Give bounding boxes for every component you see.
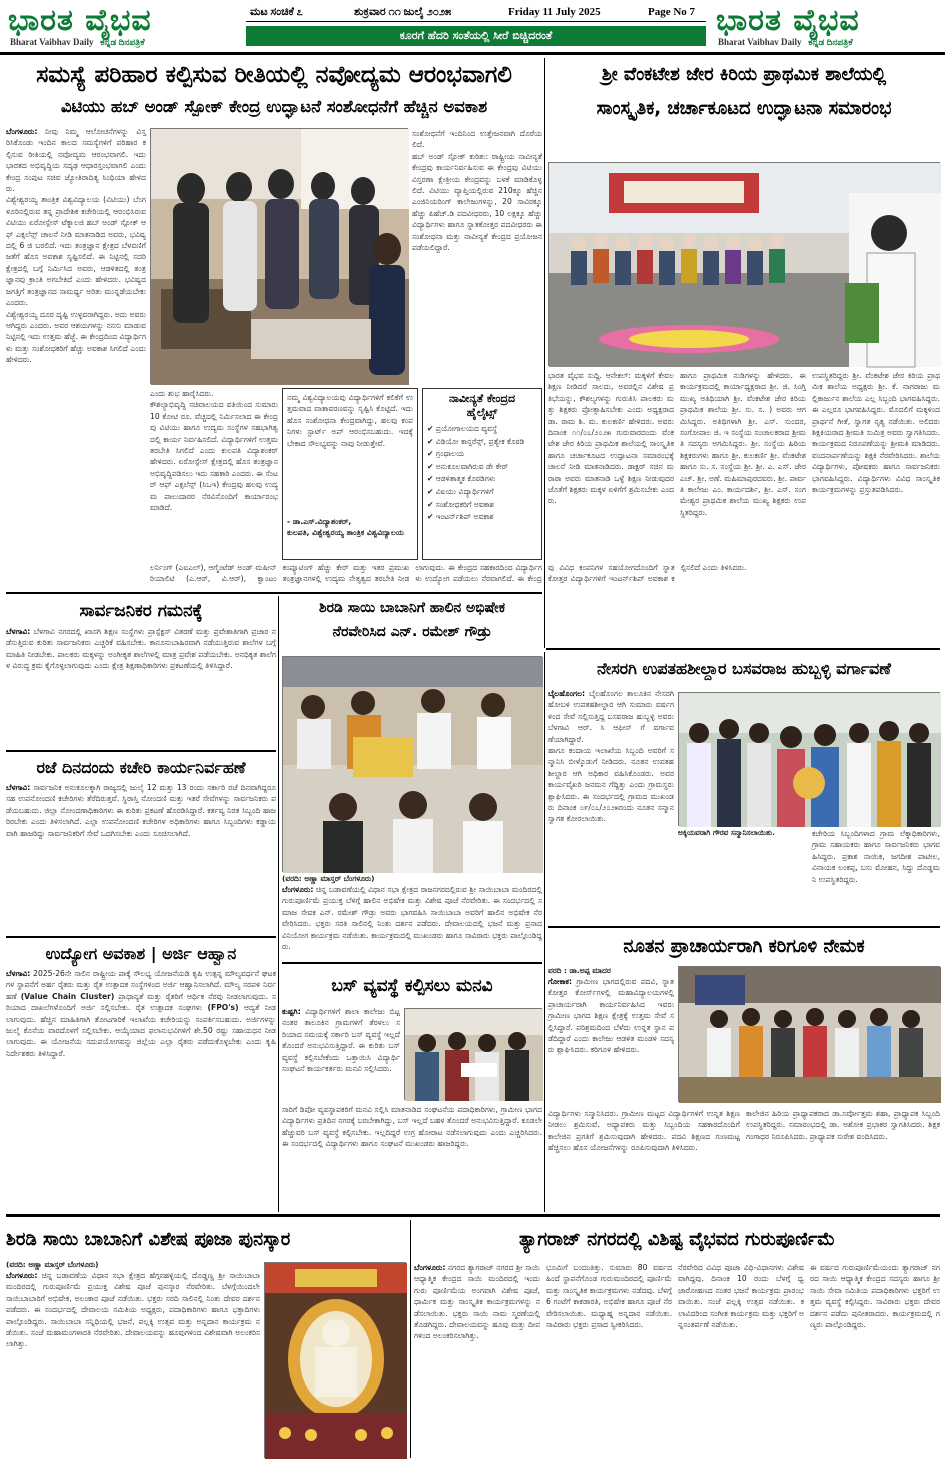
section-rule [6,592,542,594]
paragraph: ಹಾಗೂ ಕಂದಾಯ ಇಲಾಖೆಯ ಸಿಬ್ಬಂದಿ ಅವರಿಗೆ ಸನ್ಮಾನಿಸಿ ಬೀಳ್ಕೊಡುಗೆ ನೀಡಿದರು. ನೂತನ ಉಪತಹಶೀಲ್ದಾರ ಆಗಿ ಅಧಿಕಾರ ವಹಿಸಿಕೊಂಡರು. ಅವರ ಕಾರ್ಯವೈಖರಿ ಜನಮನ ಗೆದ್ದಿತ್ತು ಎಂದು ಗ್ರಾಮಸ್ಥರು ಶ್ಲಾಘಿಸಿದರು. ಈ ಸಂದರ್ಭದಲ್ಲಿ ಗ್ರಾಮದ ಮುಖಂಡರು ದಿನಾಂಕ ೦೯/೦೭/೨೦೨೫ರಂದು ನೂತನ ಸನ್ಮಾನ ಸ್ವಾಗತ ಕೋರಲಾಯಿತು. [548,746,674,824]
dateline: ಬೆಳಗಾವಿ: [6,627,31,636]
quote-author-title: ಕುಲಪತಿ, ವಿಶ್ವೇಶ್ವರಯ್ಯ ತಾಂತ್ರಿಕ ವಿಶ್ವವಿದ್ಯಾಲಯ [287,528,404,538]
story-column-4 [810,1262,940,1458]
photo-bus-memorandum [404,1008,542,1100]
felicitation-photo-illustration [679,693,941,827]
paragraph: ವಿಶ್ವೇಶ್ವರಯ್ಯ ದೂರ ದೃಷ್ಟಿ ಉಳ್ಳವರಾಗಿದ್ದರು. ಅದು ಅವರು ಆಗಿದ್ದರು ಎಂದರು. ಅವರ ಆಶಯಗಳನ್ನು ನನಸು ಮಾಡುವ ನಿಟ್ಟಿನಲ್ಲಿ ಇದು ಉತ್ತಮ ಹೆಜ್ಜೆ. ಈ ಕೇಂದ್ರದಿಂದ ವಿದ್ಯಾರ್ಥಿಗಳು ಮತ್ತು ಸಂಶೋಧಕರಿಗೆ ಹೆಚ್ಚು ಅವಕಾಶ ಸಿಗಲಿದೆ ಎಂದು ಹೇಳಿದರು. [6,309,147,365]
dateline: ಬೆಂಗಳೂರು: [6,1271,38,1280]
story-body-top [282,1006,400,1100]
story-headline: ನೇಸರಗಿ ಉಪತಹಶೀಲ್ದಾರ ಬಸವರಾಜ ಹುಬ್ಬಳ್ಳಿ ವರ್ಗಾವಣೆ [597,659,891,678]
column-divider [544,58,545,648]
paragraph: ಹಾಗೂ ಪ್ರಾಥಮಿಕ ನುಡಿಗಳನ್ನು ಹೇಳಿದರು. ಈ ಕಾರ್ಯಕ್ರಮದಲ್ಲಿ ಕಾರ್ಯಾಧ್ಯಕ್ಷರಾದ ಶ್ರೀ. ಜಿ. ಸಿಂಗ್ತಿ ಮುಖ್ಯ ಅತಿಥಿಯಾಗಿ ಶ್ರೀ. ವೆಂಕಟೇಶ ಜೇರ ಕಿರಿಯ ಪ್ರಾಥಮಿಕ ಶಾಲೆಯ ಶ್ರೀ. ಸು. ಸ. ) ಅವರು ಆಗಮಿಸಿದ್ದರು. ಅತಿಥಿಗಳಾಗಿ ಶ್ರೀ. ಎಸ್. ಸುಂದರ, ಸಂಗೋಪಾಲ ಜಿ. ಇ ಸಂಸ್ಥೆಯ ಸಂಚಾಲಕರಾದ ಶ್ರೀಮತಿ ಸದಸ್ಯರು ಅಗಮಿಸಿದ್ದರು. ಶ್ರೀ. ಸಂಸ್ಥೆಯ ಹಿರಿಯ ಶಿಕ್ಷಕರುಗಳು ಹಾಗೂ ಶ್ರೀ. ಕುಲಕರ್ಣಿ ಶ್ರೀ. ವೆಂಕಟೇಶ ಹಾಗೂ ಸು. ಸ. ಸಂಸ್ಥೆಯ ಶ್ರೀ. ಶ್ರೀ. ಎ. ಎಸ್. ಜೇರ ಎಚ್. ಶ್ರೀ. ಅಣೆ. ಮಹಿಮಾಪುರದವರು. ಶ್ರೀ. ಪಾರ್ವತಿ ಕಾಲೇಜು ಎಂ. ಕಾರ್ಯದರ್ಶಿ, ಶ್ರೀ. ಎಸ್. ಸಂಗಮೇಶ್ವರ ಪ್ರಾಥಮಿಕ ಶಾಲೆಯ ಮುಖ್ಯ ಶಿಕ್ಷಕರು ಉಪಸ್ಥಿತರಿದ್ದರು. [680,371,806,517]
notice-body [6,626,276,744]
highlight-item: ✔ ಸಂಶೋಧಕರಿಗೆ ಅವಕಾಶ [427,499,494,509]
highlight-item: ✔ ಇಂಟರ್ನ್‌ಶಿಪ್ ಅವಕಾಶ [427,512,494,522]
issue-info-bar [246,4,706,22]
column-divider [278,596,279,1212]
paragraph: ಭೂಮಿಗೆ ಬಂದಂತಿತ್ತು. ಸುಮಾರು 80 ವರ್ಷದ ಹಿಂದೆ ಸ್ಥಾಪನೆಗೊಂಡ ಗುರುಮಂದಿರದಲ್ಲಿ ಪೂರ್ಣಿಮೆ ಮತ್ತು ಸಾಂಸ್ಕೃತಿಕ ಕಾರ್ಯಕ್ರಮಗಳು ನಡೆದವು. ಬೆಳಗ್ಗೆ 6 ಗಂಟೆಗೆ ಕಾಕಡಾರತಿ, ಅಭಿಷೇಕ ಹಾಗೂ ಪೂಜೆ ನೆರವೇರಿಸಲಾಯಿತು. ಮಧ್ಯಾಹ್ನ ಅನ್ನದಾನ ನಡೆಯಿತು. ಸಾವಿರಾರು ಭಕ್ತರು ಪ್ರಸಾದ ಸ್ವೀಕರಿಸಿದರು. [546,1263,672,1330]
paragraph: ಬೆಳಗಾವಿ ನಗರದಲ್ಲಿ ಖಾಸಗಿ ಶಿಕ್ಷಣ ಸಂಸ್ಥೆಗಳು ಪ್ರಾಸ್ಪೆಕ್ಟಸ್ ವಿತರಣೆ ಮತ್ತು ಪ್ರವೇಶಾತಿಗಾಗಿ ಪ್ರಚಾರ ನಡೆಸುತ್ತಿರುವ ಕುರಿತು ಸಾರ್ವಜನಿಕರು ಎಚ್ಚರಿಕೆ ವಹಿಸಬೇಕು. ಕಾನೂನುಬಾಹಿರವಾಗಿ ನಡೆಯುತ್ತಿರುವ ಶಾಲೆಗಳ ಬಗ್ಗೆ ಮಾಹಿತಿ ನೀಡಬೇಕು. ಪಾಲಕರು ಮಕ್ಕಳನ್ನು ಅಂಗೀಕೃತ ಶಾಲೆಗಳಲ್ಲಿ ಮಾತ್ರ ಪ್ರವೇಶ ಪಡೆಯಬೇಕು. ಅನಧಿಕೃತ ಶಾಲೆಗಳ ವಿರುದ್ಧ ಕ್ರಮ ಕೈಗೊಳ್ಳಲಾಗುವುದು ಎಂದು ಕ್ಷೇತ್ರ ಶಿಕ್ಷಣಾಧಿಕಾರಿಗಳು ಪ್ರಕಟಣೆಯಲ್ಲಿ ತಿಳಿಸಿದ್ದಾರೆ. [6,627,276,671]
story-column-2 [548,1108,740,1212]
section-rule [548,926,940,928]
section-rule-full [6,1214,940,1217]
paragraph: ವಿಶ್ವೇಶ್ವರಯ್ಯ ತಾಂತ್ರಿಕ ವಿಶ್ವವಿದ್ಯಾಲಯ (ವಿಟಿಯು) ಬೆಂಗಳೂರಿನಲ್ಲಿರುವ ತನ್ನ ಪ್ರಾದೇಶಿಕ ಕಚೇರಿಯಲ್ಲಿ ಆರಂಭಿಸಿರುವ ವಿಟಿಯು ಏರೋಸ್ಪೇಸ್ ಟೆಕ್ನಾಲಜಿ ಹಬ್ ಅಂಡ್ ಸ್ಪೋಕ್ ಆಫ್ ಎಕ್ಸಲೆನ್ಸ್ ಚಾಲನೆ ನೀಡಿ ಮಾತನಾಡಿದ ಅವರು, ಭವಿಷ್ಯದಲ್ಲಿ 6 ಜಿ ಬರಲಿದೆ. ಇದು ತಂತ್ರಜ್ಞಾನ ಕ್ಷೇತ್ರದ ಬೆಳವಣಿಗೆ ಜತೆಗೆ ಹೊಸ ಅವಕಾಶ ಸೃಷ್ಟಿಸಲಿದೆ. ಈ ನಿಟ್ಟಿನಲ್ಲಿ ಸದರಿ ಕ್ಷೇತ್ರದಲ್ಲಿ ಬಗ್ಗೆ ನಿರ್ಮಿಸಿದ ಅವರು, ಆಡಳಿತದಲ್ಲಿ ತಂತ್ರಜ್ಞಾನವು ಕ್ರಾಂತಿ ಅಗಬೇಕಿದೆ ಎಂದು ಹೇಳಿದರು. ಭವಿಷ್ಯದ ಜಗತ್ತಿಗೆ ತಂತ್ರಜ್ಞಾನದ ಸಾಮರ್ಥ್ಯ ಅರಿತು ಮುನ್ನಡೆಯಬೇಕು ಎಂದರು. [6,195,146,308]
paragraph: ಉಪಸ್ಥಿತರಿದ್ದರು ಶ್ರೀ. ವೆಂಕಟೇಶ ಜೇರ ಕಿರಿಯ ಪ್ರಾಥಮಿಕ ಶಾಲೆಯ ಅಧ್ಯಕ್ಷರು ಶ್ರೀ. ಕೆ. ನಾಗರಾಜು ಮಲ್ಲಿಕಾರ್ಜುನ ಶಾಲೆಯ ಎಲ್ಲ ಸಿಬ್ಬಂದಿ ಭಾಗವಹಿಸಿದ್ದರು. ಈ ಎಲ್ಲರೂ ಭಾಗವಹಿಸಿದ್ದರು. ಮೊದಲಿಗೆ ಮಕ್ಕಳಿಂದ ಪ್ರಾರ್ಥನೆ ಗೀತೆ, ಸ್ವಾಗತ ನೃತ್ಯ ನಡೆಯಿತು. ಅಲಿದರು ಶಿಕ್ಷಕಿಯರಾದ ಶ್ರೀಮತಿ ಸುಮಿತ್ರ ಅವರು ಸ್ವಾಗತಿಸಿದರು. ಕಾರ್ಯಕ್ರಮದ ನಿರೂಪಣೆಯನ್ನು ಶ್ರೀಮತಿ ಮಾಡಿದರು. ವಂದನಾರ್ಪಣೆಯನ್ನು ಶಿಕ್ಷಕಿ ನೆರವೇರಿಸಿದರು. ಶಾಲೆಯ ವಿದ್ಯಾರ್ಥಿಗಳು, ಪೋಷಕರು ಹಾಗೂ ಸಾರ್ವಜನಿಕರು ಭಾಗವಹಿಸಿದ್ದರು. ವಿದ್ಯಾರ್ಥಿಗಳು ವಿವಿಧ ಸಾಂಸ್ಕೃತಿಕ ಕಾರ್ಯಕ್ರಮಗಳನ್ನು ಪ್ರಸ್ತುತಪಡಿಸಿದರು. [812,371,940,495]
paragraph: ಕಾಲೇಜಿನ ಹಿರಿಯ ಪ್ರಾಧ್ಯಾಪಕರಾದ ಡಾ.ಸರ್ವೋತ್ತಮ ಶಹಾ, ಪ್ರಾಧ್ಯಾಪಕ ಸಿಬ್ಬಂದಿ ಉಪಸ್ಥಿತರಿದ್ದರು. ಸಮಾರಂಭದಲ್ಲಿ ಡಾ. ಅಶೋಕ ಪ್ರಭಾಕರ ಸ್ವಾಗತಿಸಿದರು. ಶಿಕ್ಷಕ ಗಂಗಾಧರ ನಿರೂಪಿಸಿದರು. ಪ್ರಾಧ್ಯಾಪಕ ಸುರೇಶ ವಂದಿಸಿದರು. [746,1109,940,1141]
highlight-item: ✔ ಪ್ರಯೋಗಾಲಯದ ವ್ಯವಸ್ಥೆ [427,424,498,433]
dateline: ಬೆಂಗಳೂರು: [6,127,38,136]
issue-number: ಮಟ ಸಂಚಿಕೆ ೭ [250,6,303,18]
highlights-title: ನಾವೀನ್ಯತೆ ಕೇಂದ್ರದ [448,392,516,405]
paragraph: ನೀವು ನಿಮ್ಮ ಆಲೋಚನೆಗಳನ್ನು ವಿಸ್ತರಿಸಿಕೊಂಡು ಇಂದಿನ ಕಾಲದ ಸಮಸ್ಯೆಗಳಿಗೆ ಪರಿಹಾರ ಕಲ್ಪಿಸುವ ರೀತಿಯಲ್ಲಿ ನವೋದ್ಯಮ ಆರಂಭವಾಗಲಿ. ಇದು ಭಾರತದ ಅಭಿವೃದ್ಧಿಯ ಸದೃಢ ಆಧಾರಸ್ತಂಭವಾಗಲಿ ಎಂದು ಕೇಂದ್ರ ಸಂಪುಟ ಸಚಿವ ಜ್ಯೋತಿರಾದಿತ್ಯ ಸಿಂಧಿಯಾ ಹೇಳಿದರು. [6,127,146,194]
story-column-2 [150,388,278,558]
photo-sai-idol [264,1262,406,1458]
story-headline: ಶ್ರೀ ವೆಂಕಟೇಶ ಜೇರ ಕಿರಿಯ ಪ್ರಾಥಮಿಕ ಶಾಲೆಯಲ್ಲಿ [601,64,887,85]
dateline: ಕುಷ್ಟಗಿ: [282,1007,301,1016]
paragraph: ಈ ವರ್ಷದ ಗುರುಪೂರ್ಣಿಮೆಯಂದು ತ್ಯಾಗರಾಜ್ ನಗರದ ಸಾಯಿ ಆಧ್ಯಾತ್ಮಿಕ ಕೇಂದ್ರದ ಸದಸ್ಯರು ಹಾಗೂ ಶ್ರೀ ಸಾಯಿ ಸೇವಾ ಸಮಿತಿಯ ಪದಾಧಿಕಾರಿಗಳು ಭಕ್ತರಿಗೆ ಉತ್ತಮ ವ್ಯವಸ್ಥೆ ಕಲ್ಪಿಸಿದ್ದರು. ಸಾವಿರಾರು ಭಕ್ತರು ದೇವರ ದರ್ಶನ ಪಡೆದು ಪುನೀತರಾದರು. ಕಾರ್ಯಕ್ರಮದಲ್ಲಿ ಗಣ್ಯರು ಪಾಲ್ಗೊಂಡಿದ್ದರು. [810,1263,940,1330]
notice-headline: ರಜೆ ದಿನದಂದು ಕಚೇರಿ ಕಾರ್ಯನಿರ್ವಹಣೆ [36,758,246,777]
tagline: ಕೂರಗೆ ಹೆದರಿ ಸಂತೆಯಲ್ಲಿ ಸೀರೆ ಬಿಚ್ಚಿದರಂತೆ [399,29,553,42]
highlights-box [422,388,542,560]
paragraph: ಸಾರ್ವಜನಿಕ ಅನುಕೂಲಕ್ಕಾಗಿ ರಾಜ್ಯದಲ್ಲಿ ಜುಲೈ 12 ಮತ್ತು 13 ರಂದು ಸರ್ಕಾರಿ ರಜೆ ದಿನವಾಗಿದ್ದರೂ ಸಹ ಉಪನೋಂದಣಿ ಕಚೇರಿಗಳು ತೆರೆದಿರುತ್ತವೆ. ಸ್ಥಿರಾಸ್ತಿ ನೋಂದಣಿ ಮತ್ತು ಇತರೆ ಸೇವೆಗಳನ್ನು ಸಾರ್ವಜನಿಕರು ಪಡೆಯಬಹುದು. ಜಿಲ್ಲಾ ನೋಂದಣಾಧಿಕಾರಿಗಳು ಈ ಕುರಿತು ಪ್ರಕಟಣೆ ಹೊರಡಿಸಿದ್ದಾರೆ. ಕರ್ತವ್ಯ ನಿರತ ಸಿಬ್ಬಂದಿ ಹಾಜರಿರಬೇಕು ಎಂದು ತಿಳಿಸಲಾಗಿದೆ. ಎಲ್ಲಾ ಉಪನೋಂದಣಿ ಕಚೇರಿಗಳ ಅಧಿಕಾರಿಗಳು ಹಾಗೂ ಸಿಬ್ಬಂದಿಗಳು ಕಡ್ಡಾಯವಾಗಿ ಹಾಜರಿದ್ದು ಸಾರ್ವಜನಿಕರಿಗೆ ಸೇವೆ ಒದಗಿಸಬೇಕು ಎಂದು ಸೂಚಿಸಲಾಗಿದೆ. [6,783,276,838]
story-body [282,1104,542,1210]
story-sai-milk-abhisheka [282,596,542,960]
story-column-1 [548,370,674,646]
dateline: ಗೋಕಾಕ: [548,977,572,986]
highlight-item: ✔ ಗ್ರಂಥಾಲಯ [427,449,465,459]
paragraph: ಕೌಶಲ್ಯಾಭಿವೃದ್ಧಿ ಸಚಿವಾಲಯದ ವತಿಯಿಂದ ಸುಮಾರು 10 ಕೋಟಿ ರೂ. ವೆಚ್ಚದಲ್ಲಿ ನಿರ್ಮಿಸಲಾದ ಈ ಕೇಂದ್ರವು ವಿಟಿಯು ಹಾಗೂ ಉದ್ಯಮ ಸಂಸ್ಥೆಗಳ ಸಹಭಾಗಿತ್ವದಲ್ಲಿ ಕಾರ್ಯ ನಿರ್ವಹಿಸಲಿದೆ. ವಿದ್ಯಾರ್ಥಿಗಳಿಗೆ ಉತ್ತಮ ತರಬೇತಿ ಸಿಗಲಿದೆ ಎಂದು ಕುಲಪತಿ ವಿದ್ಯಾಶಂಕರ್ ಹೇಳಿದರು. ಏರೋಸ್ಪೇಸ್ ಕ್ಷೇತ್ರದಲ್ಲಿ ಹೊಸ ತಂತ್ರಜ್ಞಾನ ಅಭಿವೃದ್ಧಿಪಡಿಸಲು ಇದು ಸಹಕಾರಿ ಎಂದರು. ಈ ಸೆಂಟರ್ ಆಫ್ ಎಕ್ಸಲೆನ್ಸ್ (ಸಿಒಇ) ಕೇಂದ್ರವು ಹಲವು ಉದ್ಯಮ ಪಾಲುದಾರರ ನೆರವಿನೊಂದಿಗೆ ಕಾರ್ಯಾರಂಭ ಮಾಡಿದೆ. [150,400,278,513]
story-column-3 [812,370,940,646]
photo-caption: ಅಕ್ಕಿಯವರಾಗಿ ಗೌರವ ಸನ್ಮಾನಿಸಲಾಯಿತು. [678,828,775,837]
section-rule [6,750,276,752]
paragraph: ಹಬ್ ಅಂಡ್ ಸ್ಪೋಕ್ ಕುರಿತು: ರಾಷ್ಟ್ರೀಯ ನಾವೀನ್ಯತೆ ಕೇಂದ್ರವು ಕಾರ್ಯನಿರ್ವಹಿಸುವ ಈ ಕೇಂದ್ರವು ವಿಟಿಯು ವಿಸ್ತರಣಾ ಕ್ಷೇತ್ರೀಯ ಕೇಂದ್ರವನ್ನು ಬಳಕೆ ಮಾಡಿಕೊಳ್ಳಲಿದೆ. ವಿಟಿಯು ವ್ಯಾಪ್ತಿಯಲ್ಲಿರುವ 210ಕ್ಕೂ ಹೆಚ್ಚಿನ ಎಂಜಿನಿಯರಿಂಗ್ ಕಾಲೇಜುಗಳನ್ನು, 20 ಸಾವಿರಕ್ಕೂ ಹೆಚ್ಚು ಪಿಹೆಚ್.ಡಿ ಪದವೀಧರರು, 10 ಲಕ್ಷಕ್ಕೂ ಹೆಚ್ಚು ವಿದ್ಯಾರ್ಥಿಗಳು ಹಾಗೂ ಸ್ನಾತಕೋತ್ತರ ಪದವೀಧರರು ಈ ಸಂಶೋಧನಾ ಮತ್ತು ನಾವೀನ್ಯತೆ ಕೇಂದ್ರದ ಪ್ರಯೋಜನ ಪಡೆಯಲಿದ್ದಾರೆ. [412,151,542,253]
paragraph: ಚಿನ್ನ ಬಡಾವಣೆಯಲ್ಲಿ ವಿಧಾನ ಸಭಾ ಕ್ಷೇತ್ರದ ರಾಜನಗರದಲ್ಲಿರುವ ಶ್ರೀ ಸಾಯಿಬಾಬಾ ಮಂದಿರದಲ್ಲಿ ಗುರುಪೂರ್ಣಿಮೆ ಪ್ರಯುಕ್ತ ಬೆಳಿಗ್ಗೆ ಹಾಲಿನ ಅಭಿಷೇಕ ಮತ್ತು ವಿಶೇಷ ಪೂಜೆ ನೆರವೇರಿತು. ಈ ಸಂದರ್ಭದಲ್ಲಿ ಸಮಾಜ ಸೇವಕ ಎನ್. ರಮೇಶ್ ಗೌಡ್ರು ಅವರು ಭಾಗವಹಿಸಿ ಸಾಯಿಬಾಬಾ ಅವರಿಗೆ ಹಾಲಿನ ಅಭಿಷೇಕ ನೆರವೇರಿಸಿದರು. ಭಕ್ತರು ಸರತಿ ಸಾಲಿನಲ್ಲಿ ನಿಂತು ದರ್ಶನ ಪಡೆದರು. ದೇವಾಲಯದಲ್ಲಿ ಭಜನೆ ಮತ್ತು ಪ್ರಸಾದ ವಿನಿಯೋಗ ಕಾರ್ಯಕ್ರಮ ನಡೆಯಿತು. ಕಾರ್ಯಕ್ರಮದಲ್ಲಿ ಮುಖಂಡರು ಹಾಗೂ ಸಾವಿರಾರು ಭಕ್ತರು ಪಾಲ್ಗೊಂಡಿದ್ದರು. [282,885,542,952]
story-bus-request [282,966,542,1212]
section-rule [6,936,276,938]
story-column-1 [548,688,674,924]
dateline: ಬೆಂಗಳೂರು: [282,885,314,894]
story-column-2 [680,370,806,646]
story-headline: ಶಿರಡಿ ಸಾಯಿ ಬಾಬಾನಿಗೆ ಹಾಲಿನ ಅಭಿಷೇಕ [318,600,506,616]
date-english: Friday 11 July 2025 [508,6,601,18]
tagline-bar [246,26,706,46]
paragraph: 2025-26ನೇ ಸಾಲಿನ ರಾಷ್ಟ್ರೀಯ ಪಾಕ್ಕೆ ಸೌಲಭ್ಯ ಯೋಜನೆಯಡಿ ಕೃಷಿ ಉತ್ಪನ್ನ ಮೌಲ್ಯವರ್ಧನೆ ಘಟಕಗಳ ಸ್ಥಾಪನೆಗೆ ಅರ್ಹ ರೈತರು ಮತ್ತು ರೈತ ಉತ್ಪಾದಕ ಸಂಸ್ಥೆಗಳಿಂದ ಅರ್ಜಿ ಆಹ್ವಾನಿಸಲಾಗಿದೆ. ಮೌಲ್ಯ ಸರಪಳಿ ನಿರ್ವಹಣೆ [6,969,276,1001]
paragraph: ಚಿನ್ನ ಬಡಾವಣೆಯ ವಿಧಾನ ಸಭಾ ಕ್ಷೇತ್ರದ ಹೆಗ್ಗನಹಳ್ಳಿಯಲ್ಲಿ ದೊಡ್ಡಣ್ಣ ಶ್ರೀ ಸಾಯಿಬಾಬಾ ಮಂದಿರದಲ್ಲಿ ಗುರುಪೂರ್ಣಿಮೆ ಪ್ರಯುಕ್ತ ವಿಶೇಷ ಪೂಜೆ ಪುನಸ್ಕಾರ ನೆರವೇರಿತು. ಬೆಳಗ್ಗೆಯಿಂದಲೇ ಸಾಯಿಬಾಬಾರಿಗೆ ಅಭಿಷೇಕ, ಅಲಂಕಾರ ಪೂಜೆ ನಡೆಯಿತು. ಭಕ್ತರು ಸರದಿ ಸಾಲಿನಲ್ಲಿ ನಿಂತು ದೇವರ ದರ್ಶನ ಪಡೆದರು. ಈ ಸಂದರ್ಭದಲ್ಲಿ ದೇವಾಲಯ ಸಮಿತಿಯ ಅಧ್ಯಕ್ಷರು, ಪದಾಧಿಕಾರಿಗಳು ಹಾಗೂ ಭಕ್ತಾದಿಗಳು ಪಾಲ್ಗೊಂಡಿದ್ದರು. ಸಾಯಿಬಾಬಾ ಸನ್ನಿಧಿಯಲ್ಲಿ ಭಜನೆ, ಪಲ್ಲಕ್ಕಿ ಉತ್ಸವ ಮತ್ತು ಅನ್ನದಾನ ಕಾರ್ಯಕ್ರಮ ನಡೆಯಿತು. ಸಂಜೆ ಮಹಾಮಂಗಳಾರತಿ ನೆರವೇರಿತು. ದೇವಾಲಯವನ್ನು ಹೂವುಗಳಿಂದ ವಿಶೇಷವಾಗಿ ಅಲಂಕರಿಸಲಾಗಿತ್ತು. [6,1271,260,1349]
highlights-subtitle: ಹೈಲೈಟ್ಸ್ [466,406,498,419]
story-sai-special-pooja [6,1220,406,1458]
notice-body [6,782,276,932]
story-byline: (ವರದಿ: ಅಣ್ಣಾ ಮಾಸ್ತರ್ ಬೆಂಗಳೂರು) [6,1260,99,1269]
section-rule [546,648,940,650]
paragraph: ಪ್ರಾಧಾನ್ಯತೆ ಮತ್ತು ರೈತರಿಗೆ ಆರ್ಥಿಕ ನೆರವು ನೀಡಲಾಗುವುದು. ಸರಿಯಾದ ದಾಖಲೆಗಳೊಂದಿಗೆ ಅರ್ಜಿ ಸಲ್ಲಿಸಬೇಕು. ರೈತ ಉತ್ಪಾದಕ ಸಂಘಗಳು [6,991,276,1013]
story-column-2 [546,1262,672,1458]
column-divider [544,652,545,1212]
quote-text: ನಮ್ಮ ವಿಶ್ವವಿದ್ಯಾಲಯವು ವಿದ್ಯಾರ್ಥಿಗಳಿಗೆ ಕಲಿಕೆಗೆ ಉತ್ತಮವಾದ ವಾತಾವರಣವನ್ನು ಸೃಷ್ಟಿಸಿ ಕೊಟ್ಟಿದೆ. ಇದು ಹೊಸ ಸಂಶೋಧನಾ ಕೇಂದ್ರವಾಗಿದ್ದು, ಹಲವು ಕಂಪನಿಗಳು ಸ್ಟಾರ್ಟ್ ಅಪ್ ಆರಂಭಿಸಬಹುದು. ಇದಕ್ಕೆ ಬೇಕಾದ ಸೌಲಭ್ಯವನ್ನು ನಾವು ನೀಡುತ್ತೇವೆ. [287,393,413,448]
story-guru-purnima [414,1220,940,1458]
story-headline: ನೂತನ ಪ್ರಾಚಾರ್ಯರಾಗಿ ಕರಿಗೂಳಿ ನೇಮಕ [623,936,865,957]
paragraph: ಸಂಶೋಧನೆಗೆ ಇಂದಿನಿಂದ ಉತ್ತೇಜನವಾಗಿ ದೊರೆಯಲಿದೆ. [412,129,542,150]
inauguration-photo-illustration [151,129,409,385]
highlighted-term: (FPO's) [207,1003,239,1013]
masthead [0,0,945,50]
memorandum-photo-illustration [405,1009,543,1101]
quote-author: - ಡಾ.ಎಸ್.ವಿದ್ಯಾಶಂಕರ್, [287,517,352,526]
newspaper-subtitle-en: Bharat Vaibhav Daily [718,37,802,47]
story-column-1 [414,1262,540,1458]
masthead-left [8,4,230,48]
highlight-item: ✔ ಅನುಕೂಲವಾಗಿರುವ ಡೇ ಕೇರ್ [427,461,509,471]
story-body [282,884,542,960]
abhisheka-photo-illustration [283,657,543,873]
photo-byline: (ವರದಿ: ಅಣ್ಣಾ ಮಾಸ್ತರ್ ಬೆಂಗಳೂರು) [282,874,375,883]
newspaper-title-left: ಭಾರತ ವೈಭವ [8,3,152,38]
story-subheadline: ವಿಟಿಯು ಹಬ್ ಅಂಡ್ ಸ್ಪೋಕ್ ಕೇಂದ್ರ ಉದ್ಘಾಟನೆ ಸಂಶೋಧನೆಗೆ ಹೆಚ್ಚಿನ ಅವಕಾಶ [60,97,488,116]
school-photo-illustration [549,163,941,367]
story-byline: ವರದಿ : ಡಾ.ಅಪ್ಪ ಮಾದರ [548,966,611,975]
story-body [6,1270,260,1456]
newspaper-subtitle-en: Bharat Vaibhav Daily [10,37,94,47]
notice-headline: ಸಾರ್ವಜನಿಕರ ಗಮನಕ್ಕೆ [79,601,203,621]
story-headline: ಸಮಸ್ಯೆ ಪರಿಹಾರ ಕಲ್ಪಿಸುವ ರೀತಿಯಲ್ಲಿ ನವೋದ್ಯಮ ಆರಂಭವಾಗಲಿ [36,62,512,88]
dateline: ಬೆಳಗಾವಿ: [6,969,31,978]
paragraph: ಗ್ರಾಮೀಣ ಭಾಗದಲ್ಲಿರುವ ಪದವಿ, ಸ್ನಾತಕೋತ್ತರ ಕೋರ್ಸ್‌ಗಳಲ್ಲಿ ಮಹಾವಿದ್ಯಾಲಯಗಳಲ್ಲಿ ಪ್ರಾಚಾರ್ಯರಾಗಿ ಕಾರ್ಯನಿರ್ವಹಿಸಿದ ಇವರು ಗ್ರಾಮೀಣ ಭಾಗದ ಶಿಕ್ಷಣ ಕ್ಷೇತ್ರಕ್ಕೆ ಉತ್ತಮ ಸೇವೆ ಸಲ್ಲಿಸಿದ್ದಾರೆ. ಪರಿಶ್ರಮದಿಂದ ಬೆಳೆದು ಉನ್ನತ ಸ್ಥಾನ ಪಡೆದಿದ್ದಾರೆ ಎಂದು ಕಾಲೇಜು ಆಡಳಿತ ಮಂಡಳಿ ಸದಸ್ಯರು ಶ್ಲಾಘಿಸಿದರು. ಕರಿಗೂಳಿ ಹೇಳಿದರು. [548,977,674,1055]
notice-public-attention [6,596,276,748]
story-subheadline: ಸಾಂಸ್ಕೃತಿಕ, ಚರ್ಚಾಕೂಟದ ಉದ್ಘಾಟನಾ ಸಮಾರಂಭ [596,98,892,119]
notice-headline: ಉದ್ಯೋಗ ಅವಕಾಶ | ಅರ್ಜಿ ಆಹ್ವಾನ [45,944,237,963]
principal-photo-illustration [679,967,941,1103]
photo-abhisheka [282,656,542,872]
dateline: ಬೈಲಹೊಂಗಲ: [548,689,586,698]
photo-school-stage [548,162,940,366]
section-rule [282,962,542,964]
quote-signature [287,516,413,539]
newspaper-subtitle-kn: ಕನ್ನಡ ದಿನಪತ್ರಿಕೆ [808,37,853,47]
highlights-list [427,423,537,524]
newspaper-subtitle-right [718,37,853,48]
paragraph: ವಿದ್ಯಾರ್ಥಿಗಳಿಗೆ ಶಾಲಾ ಕಾಲೇಜು ಬಿಟ್ಟ ನಂತರ ತಾಲೂಕಿನ ಗ್ರಾಮಗಳಿಗೆ ತೆರಳಲು ಸರಿಯಾದ ಸಮಯಕ್ಕೆ ಸರ್ಕಾರಿ ಬಸ್ ವ್ಯವಸ್ಥೆ ಇಲ್ಲದೆ ತೊಂದರೆ ಅನುಭವಿಸುತ್ತಿದ್ದಾರೆ. ಈ ಕುರಿತು ಬಸ್ ವ್ಯವಸ್ಥೆ ಕಲ್ಪಿಸಬೇಕೆಂದು ಒತ್ತಾಯಿಸಿ ವಿದ್ಯಾರ್ಥಿ ಸಂಘಟನೆ ಕಾರ್ಯಕರ್ತರು ಮನವಿ ಸಲ್ಲಿಸಿದರು. [282,1007,400,1074]
paragraph: ನಗರದ ತ್ಯಾಗರಾಜ್ ನಗರದ ಶ್ರೀ ಸಾಯಿ ಆಧ್ಯಾತ್ಮಿಕ ಕೇಂದ್ರದ ಸಾಯಿ ಮಂದಿರದಲ್ಲಿ ಇಂದು ಗುರು ಪೂರ್ಣಿಮೆಯ ಅಂಗವಾಗಿ ವಿಶೇಷ ಪೂಜೆ, ಧಾರ್ಮಿಕ ಮತ್ತು ಸಾಂಸ್ಕೃತಿಕ ಕಾರ್ಯಕ್ರಮಗಳನ್ನು ನಡೆಸಲಾಯಿತು. ಭಕ್ತರು ಸಾಯಿ ನಾಮ ಸ್ಮರಣೆಯಲ್ಲಿ ತೊಡಗಿದ್ದರು. ದೇವಾಲಯವನ್ನು ಹೂವು ಮತ್ತು ದೀಪಗಳಿಂದ ಅಲಂಕರಿಸಲಾಗಿತ್ತು. [414,1263,540,1341]
dateline: ಬೆಂಗಳೂರು: [414,1263,446,1272]
newspaper-subtitle-kn: ಕನ್ನಡ ದಿನಪತ್ರಿಕೆ [100,37,145,47]
story-officer-transfer [548,652,940,926]
newspaper-title-right: ಭಾರತ ವೈಭವ [716,3,860,38]
paragraph: ಬೈಲಹೊಂಗಲ ತಾಲೂಕಿನ ನೇಸರಗಿ ಹೋಬಳಿ ಉಪತಹಶೀಲ್ದಾರ ಆಗಿ ಸುಮಾರು ವರ್ಷಗಳಿಂದ ಸೇವೆ ಸಲ್ಲಿಸುತ್ತಿದ್ದ ಬಸವರಾಜ ಹುಬ್ಬಳ್ಳಿ ಅವರು ಬೆಳಗಾವಿ ಆರ್. ಸಿ ಆಫೀಸ್ ಗೆ ವರ್ಗಾವಣೆಯಾಗಿದ್ದಾರೆ. [548,689,674,744]
masthead-rule [0,52,945,55]
paragraph: ಲರ್ನಿಂಗ್ (ಎಐಎಲ್), ಆಗ್ಮೆಂಟೆಡ್ ಅಂಡ್ ಮಷೀನ್ ರಿಯಾಲಿಟಿ (ಎ.ಆರ್, ವಿ.ಆರ್), ಕ್ವಾಂಟಂ ಕಂಪ್ಯೂಟಿಂಗ್ ಹೆಚ್ಚು ಕೇರ್ ಮತ್ತು ಇತರ ಪ್ರಮುಖ ತಂತ್ರಜ್ಞಾನಗಳಲ್ಲಿ ಉದ್ಯಮ ನೇತೃತ್ವದ ತರಬೇತಿ ನೀಡಲಾಗುವುದು. ಈ ಕೇಂದ್ರದ ಸಹಕಾರದಿಂದ ವಿದ್ಯಾರ್ಥಿಗಳು ಉದ್ಯೋಗ ಪಡೆಯಲು ನೆರವಾಗಲಿದೆ. ಈ ಕೇಂದ್ರವು ವಿವಿಧ ಕಂಪನಿಗಳ ಸಹಯೋಗದೊಂದಿಗೆ ಸ್ನಾತಕೋತ್ತರ ವಿದ್ಯಾರ್ಥಿಗಳಿಗೆ ಇಂಟರ್ನ್‌ಶಿಪ್ ಅವಕಾಶ ಕಲ್ಪಿಸಲಿದೆ ಎಂದು ತಿಳಿಸಿದರು. [150,563,747,584]
paragraph: ಎಂದು ಶುಭ ಹಾರೈಸಿದರು. [150,389,214,398]
story-principal-appointment [548,930,940,1212]
photo-inauguration [150,128,408,384]
story-school-event [548,58,940,648]
story-column-3 [746,1108,940,1212]
story-column-1 [6,126,146,586]
story-headline: ಬಸ್ ವ್ಯವಸ್ಥೆ ಕಲ್ಪಿಸಲು ಮನವಿ [331,976,493,996]
newspaper-subtitle-left [10,37,145,48]
story-column-3 [678,1262,804,1458]
paragraph: ಸಾರಿಗೆ ಡಿಪೋ ವ್ಯವಸ್ಥಾಪಕರಿಗೆ ಮನವಿ ಸಲ್ಲಿಸಿ ಮಾತನಾಡಿದ ಸಂಘಟನೆಯ ಪದಾಧಿಕಾರಿಗಳು, ಗ್ರಾಮೀಣ ಭಾಗದ ವಿದ್ಯಾರ್ಥಿಗಳು ಪ್ರತಿದಿನ ನಗರಕ್ಕೆ ಬರಬೇಕಾಗಿದ್ದು, ಬಸ್ ಇಲ್ಲದೆ ಬಹಳ ತೊಂದರೆ ಅನುಭವಿಸುತ್ತಿದ್ದಾರೆ. ಕೂಡಲೇ ಹೆಚ್ಚುವರಿ ಬಸ್ ವ್ಯವಸ್ಥೆ ಕಲ್ಪಿಸಬೇಕು. ಇಲ್ಲದಿದ್ದರೆ ಉಗ್ರ ಹೋರಾಟ ನಡೆಸಲಾಗುವುದು ಎಂದು ಎಚ್ಚರಿಸಿದರು. ಈ ಸಂದರ್ಭದಲ್ಲಿ ವಿದ್ಯಾರ್ಥಿಗಳು ಹಾಗೂ ಸಂಘಟನೆ ಮುಖಂಡರು ಹಾಜರಿದ್ದರು. [282,1105,542,1149]
photo-principal [678,966,940,1102]
paragraph: ಕಚೇರಿಯ ಸಿಬ್ಬಂದಿಗಳಾದ ಗ್ರಾಮ ಲೆಕ್ಕಾಧಿಕಾರಿಗಳು, ಗ್ರಾಮ ಸಹಾಯಕರು ಹಾಗೂ ಸಾರ್ವಜನಿಕರು ಭಾಗವಹಿಸಿದ್ದರು. ಪ್ರಕಾಶ ನಾಯಿಕ, ಜಗದೀಶ ಪಾಟೀಲ, ವಿನಾಯಕ ಲಂಕಪ್ಪ, ಬಸು ಮೋಹನ, ಸಿದ್ದು ದೊಡ್ಡಮನಿ ಉಪಸ್ಥಿತರಿದ್ದರು. [812,829,940,884]
dateline: ಬೆಳಗಾವಿ: [6,783,31,792]
paragraph: ನೆರವೇರಿದ ವಿವಿಧ ಪೂಜಾ ವಿಧಿ-ವಿಧಾನಗಳು ವಿಶೇಷವಾಗಿದ್ದವು. ದಿನಾಂಕ 10 ರಂದು ಬೆಳಗ್ಗೆ ಧ್ವಜಾರೋಹಣದ ನಂತರ ಭಜನೆ ಕಾರ್ಯಕ್ರಮ ಪ್ರಾರಂಭವಾಯಿತು. ಸಂಜೆ ಪಲ್ಲಕ್ಕಿ ಉತ್ಸವ ನಡೆಯಿತು. ಕಲಾವಿದರಿಂದ ಸಂಗೀತ ಕಾರ್ಯಕ್ರಮ ಮತ್ತು ಭಕ್ತರಿಗೆ ಅನ್ನಸಂತರ್ಪಣೆ ನಡೆಯಿತು. [678,1263,804,1330]
vice-chancellor-quote-box [282,388,418,560]
photo-felicitation [678,692,940,826]
paragraph: ವಿದ್ಯಾರ್ಥಿಗಳು ಸನ್ಮಾನಿಸಿದರು. ಗ್ರಾಮೀಣ ಮಟ್ಟದ ವಿದ್ಯಾರ್ಥಿಗಳಿಗೆ ಉನ್ನತ ಶಿಕ್ಷಣ ನೀಡಲು ಶ್ರಮಿಸುವೆ. ಅಧ್ಯಾಪಕರು ಮತ್ತು ಸಿಬ್ಬಂದಿಯ ಸಹಕಾರದೊಂದಿಗೆ ಕಾಲೇಜಿನ ಪ್ರಗತಿಗೆ ಶ್ರಮಿಸುವುದಾಗಿ ಹೇಳಿದರು. ಪದವಿ ಶಿಕ್ಷಣದ ಗುಣಮಟ್ಟ ಹೆಚ್ಚಿಸಲು ಹೊಸ ಯೋಜನೆಗಳನ್ನು ರೂಪಿಸುವುದಾಗಿ ತಿಳಿಸಿದರು. [548,1109,740,1153]
highlight-item: ✔ ವಿಡಿಯೋ ಕಾನ್ಫರೆನ್ಸ್, ಪ್ರತ್ಯೇಕ ಕೊಠಡಿ [427,436,525,446]
masthead-right [716,4,938,48]
date-kannada: ಶುಕ್ರವಾರ ೧೧ ಜುಲೈ ೨೦೨೫ [354,6,452,18]
notice-holiday-office [6,754,276,934]
story-headline: ತ್ಯಾಗರಾಜ್ ನಗರದಲ್ಲಿ ವಿಶಿಷ್ಟ ವೈಭವದ ಗುರುಪೂರ್ಣಿಮೆ [518,1229,836,1250]
story-subheadline: ನೆರವೇರಿಸಿದ ಎನ್. ರಮೇಶ್ ಗೌಡ್ರು [332,624,492,640]
highlight-item: ✔ ಆಡಳಿತಾತ್ಮಕ ಕೊಠಡಿಗಳು [427,474,496,484]
page-number: Page No 7 [648,6,696,18]
notice-job-application [6,940,276,1212]
paragraph: ಭಾರತ ವೈಭವ ಸುದ್ದಿ. ಆನೇಕಲ್: ಮಕ್ಕಳಿಗೆ ಕೇವಲ ಶಿಕ್ಷಣ ನೀಡಿದರೆ ಸಾಲದು, ಅವರಲ್ಲಿನ ವಿಶೇಷ ಪ್ರತಿಭೆಯನ್ನು, ಕೌಶಲ್ಯಗಳನ್ನು ಗುರುತಿಸಿ ಪಾಲಕರು ಮತ್ತು ಶಿಕ್ಷಕರು ಪ್ರೋತ್ಸಾಹಿಸಬೇಕು ಎಂದು ಅಧ್ಯಕ್ಷರಾದ ಡಾ. ರಾಮ ಶಿ. ಮ. ಕುಲಕರ್ಣಿ ಹೇಳಿದರು. ಅವರು ದಿನಾಂಕ ೧೧/೦೭/೨೦೨೫ ಗುರುವಾರದಂದು ವೆಂಕಟೇಶ ಜೇರ ಕಿರಿಯ ಪ್ರಾಥಮಿಕ ಶಾಲೆಯಲ್ಲಿ ಸಾಂಸ್ಕೃತಿಕ ಹಾಗೂ ಚರ್ಚಾಕೂಟದ ಉದ್ಘಾಟನಾ ಸಮಾರಂಭಕ್ಕೆ ಚಾಲನೆ ನೀಡಿ ಮಾತನಾಡಿದರು. ಡಾಕ್ಟರ್ ಸಚಿನ ಮರಾಠಾ ಅವರು ಮಾತನಾಡಿ ಒಳ್ಳೆ ಶಿಕ್ಷಣ ನೀಡುವುದರ ಜೊತೆಗೆ ಶಿಕ್ಷಕರು ಮಕ್ಕಳ ಏಳಿಗೆಗೆ ಶ್ರಮಿಸಬೇಕು ಎಂದರು. [548,371,674,506]
column-divider [410,1220,411,1458]
story-headline: ಶಿರಡಿ ಸಾಯಿ ಬಾಬಾನಿಗೆ ವಿಶೇಷ ಪೂಜಾ ಪುನಸ್ಕಾರ [6,1229,291,1250]
highlighted-term: (Value Chain Cluster) [20,991,115,1001]
notice-body [6,968,276,1208]
story-column-3 [812,828,940,924]
highlight-item: ✔ ವಿಐಯು ವಿದ್ಯಾರ್ಥಿಗಳಿಗೆ [427,486,494,496]
story-column-3 [412,128,542,386]
story-column-1 [548,976,674,1106]
sai-idol-photo-illustration [265,1263,407,1459]
story-bottom-text [150,562,747,588]
paragraph: ಆದ್ಯತೆ ನೀಡಲಾಗುವುದು. ಹೆಚ್ಚಿನ ಮಾಹಿತಿಗಾಗಿ ತೋಟಗಾರಿಕೆ ಇಲಾಖೆಯ ಕಚೇರಿಯನ್ನು ಸಂಪರ್ಕಿಸಬಹುದು. ಅರ್ಜಿಗಳನ್ನು ಜುಲೈ ಕೊನೆಯ ವಾರದೊಳಗೆ ಸಲ್ಲಿಸಬೇಕು. ಆಯ್ಕೆಯಾದ ಫಲಾನುಭವಿಗಳಿಗೆ ಶೇ.50 ರಷ್ಟು ಸಹಾಯಧನ ನೀಡಲಾಗುವುದು. ಈ ಯೋಜನೆಯ ಸದುಪಯೋಗವನ್ನು ಜಿಲ್ಲೆಯ ಎಲ್ಲಾ ರೈತರು ಪಡೆದುಕೊಳ್ಳಬೇಕು ಎಂದು ಕೃಷಿ ನಿರ್ದೇಶಕರು ತಿಳಿಸಿದ್ದಾರೆ. [6,1003,276,1058]
